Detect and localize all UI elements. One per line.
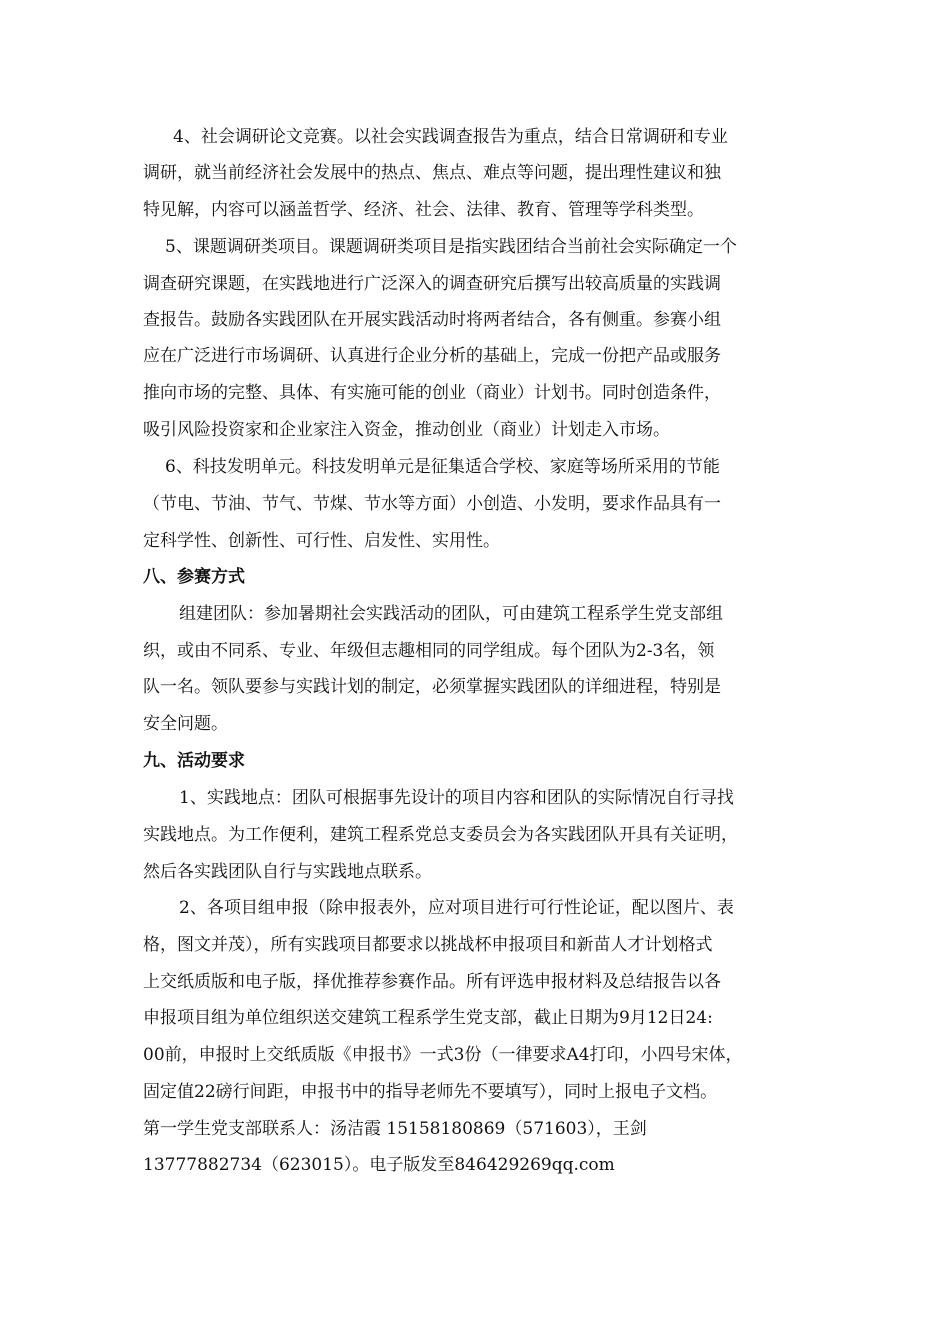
paragraph-line: 查报告。鼓励各实践团队在开展实践活动时将两者结合，各有侧重。参赛小组 <box>143 310 721 330</box>
paragraph-line: 织，或由不同系、专业、年级但志趣相同的同学组成。每个团队为2-3名，领 <box>143 641 715 661</box>
paragraph-line: 申报项目组为单位组织送交建筑工程系学生党支部，截止日期为9月12日24: <box>143 1008 713 1028</box>
contact-line: 13777882734（623015）。电子版发至846429269qq.com <box>143 1155 615 1175</box>
paragraph-line: 推向市场的完整、具体、有实施可能的创业（商业）计划书。同时创造条件， <box>143 383 721 403</box>
paragraph-line: 2、各项目组申报（除申报表外，应对项目进行可行性论证，配以图片、表 <box>179 898 734 918</box>
paragraph-line: 调研，就当前经济社会发展中的热点、焦点、难点等问题，提出理性建议和独 <box>143 163 721 183</box>
paragraph-line: 然后各实践团队自行与实践地点联系。 <box>143 862 432 882</box>
section-heading: 九、活动要求 <box>143 751 245 771</box>
paragraph-line: 固定值22磅行间距，申报书中的指导老师先不要填写），同时上报电子文档。 <box>143 1082 718 1102</box>
paragraph-line: 调查研究课题，在实践地进行广泛深入的调查研究后撰写出较高质量的实践调 <box>143 274 721 294</box>
paragraph-line: 6、科技发明单元。科技发明单元是征集适合学校、家庭等场所采用的节能 <box>165 457 720 477</box>
paragraph-line: 格，图文并茂），所有实践项目都要求以挑战杯申报项目和新苗人才计划格式 <box>143 935 713 955</box>
paragraph-line: 特见解，内容可以涵盖哲学、经济、社会、法律、教育、管理等学科类型。 <box>143 200 704 220</box>
paragraph-line: 上交纸质版和电子版，择优推荐参赛作品。所有评选申报材料及总结报告以各 <box>143 972 721 992</box>
paragraph-line: 00前，申报时上交纸质版《申报书》一式3份（一律要求A4打印，小四号宋体， <box>143 1045 743 1065</box>
paragraph-line: 吸引风险投资家和企业家注入资金，推动创业（商业）计划走入市场。 <box>143 420 670 440</box>
paragraph-line: 队一名。领队要参与实践计划的制定，必须掌握实践团队的详细进程，特别是 <box>143 677 721 697</box>
paragraph-line: （节电、节油、节气、节煤、节水等方面）小创造、小发明，要求作品具有一 <box>143 494 721 514</box>
paragraph-line: 安全问题。 <box>143 714 228 734</box>
paragraph-line: 定科学性、创新性、可行性、启发性、实用性。 <box>143 531 500 551</box>
paragraph-line: 5、课题调研类项目。课题调研类项目是指实践团结合当前社会实际确定一个 <box>165 237 737 257</box>
contact-line: 第一学生党支部联系人：汤洁霞 15158180869（571603），王剑 <box>143 1119 647 1139</box>
paragraph-line: 4、社会调研论文竞赛。以社会实践调查报告为重点，结合日常调研和专业 <box>173 127 728 147</box>
section-heading: 八、参赛方式 <box>143 567 245 587</box>
paragraph-line: 组建团队：参加暑期社会实践活动的团队，可由建筑工程系学生党支部组 <box>179 604 723 624</box>
paragraph-line: 实践地点。为工作便利，建筑工程系党总支委员会为各实践团队开具有关证明， <box>143 825 738 845</box>
paragraph-line: 应在广泛进行市场调研、认真进行企业分析的基础上，完成一份把产品或服务 <box>143 346 721 366</box>
paragraph-line: 1、实践地点：团队可根据事先设计的项目内容和团队的实际情况自行寻找 <box>179 788 734 808</box>
